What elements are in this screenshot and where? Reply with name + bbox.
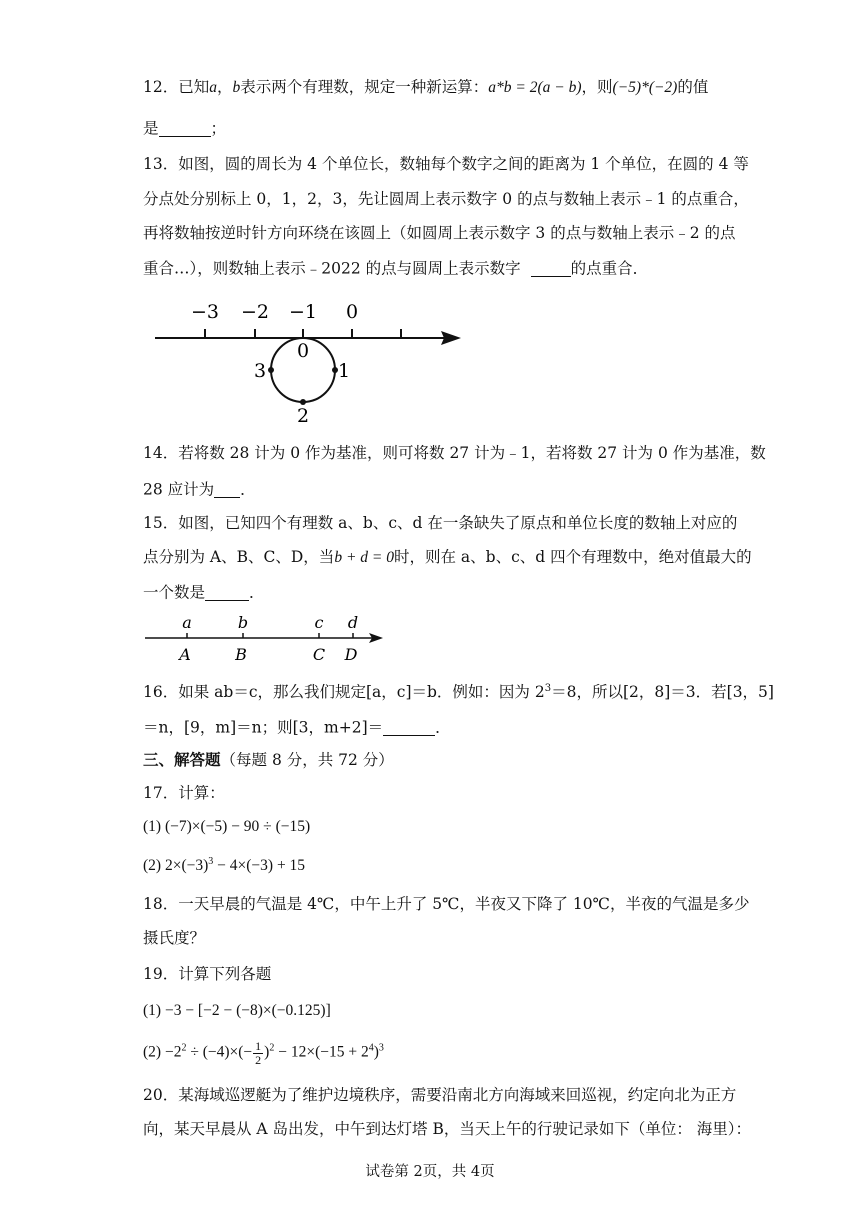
q19-exp-3: 4 (368, 1042, 374, 1054)
q17-title: 17．计算： (143, 784, 225, 802)
q12-formula: a*b = 2(a − b) (488, 79, 582, 96)
section-3-note: （每题 8 分，共 72 分） (220, 751, 394, 769)
q15-number-line-figure (143, 610, 388, 668)
q12-line1 (143, 80, 708, 96)
q19-part1: (1) −3 − [−2 − (−8)×(−0.125)] (143, 1002, 331, 1019)
q13-line3: 再将数轴按逆时针方向环绕在该圆上（如圆周上表示数字 3 的点与数轴上表示﹣2 的点 (143, 224, 736, 242)
q19-part2 (143, 1040, 384, 1066)
answer-blank-q12[interactable] (159, 120, 211, 137)
q19-exp-1: 2 (181, 1042, 187, 1054)
page-footer: 试卷第 2页，共 4页 (365, 1164, 495, 1180)
q19-exp-2: 2 (269, 1042, 275, 1054)
q15-text-2: 点分别为 A、B、C、D，当 (143, 548, 335, 566)
q12-text: 12．已知 (143, 78, 210, 96)
q19-fraction (253, 1040, 263, 1066)
axis-label-neg1: −1 (288, 301, 318, 323)
q16-text-2-end: ． (435, 718, 451, 737)
q12-text-2: 是 (143, 119, 159, 138)
q15-text-2-post: 时，则在 a、b、c、d 四个有理数中，绝对值最大的 (393, 548, 752, 566)
q19-part2-e: ) (373, 1043, 379, 1061)
q16-text-1-post: ＝8，所以[2，8]＝3．若[3，5] (551, 683, 774, 702)
q12-text-2-end: ； (210, 119, 227, 138)
q12-text-post: ，则 (581, 78, 613, 96)
q16-exponent: 3 (544, 683, 552, 694)
q17-part2-b: − 4×(−3) + 15 (213, 857, 306, 875)
q17-part1: (1) (−7)×(−5) − 90 ÷ (−15) (143, 818, 311, 835)
q12-comma: ， (216, 78, 233, 96)
q20-line1: 20．某海域巡逻艇为了维护边境秩序，需要沿南北方向海域来回巡视，约定向北为正方 (143, 1086, 737, 1104)
var-a: a (209, 79, 217, 96)
answer-blank-q14[interactable] (214, 481, 240, 498)
axis-label-neg2: −2 (240, 301, 270, 323)
q14-line1: 14．若将数 28 计为 0 作为基准，则可将数 27 计为﹣1，若将数 27 计为 0 作为基准，数 (143, 444, 766, 462)
q15-text-3: 一个数是 (143, 583, 206, 602)
answer-blank-q15[interactable] (205, 584, 249, 601)
point-label-b: b (237, 613, 249, 632)
q13-text-4-end: 的点重合． (570, 259, 649, 278)
point-label-a: a (182, 613, 192, 632)
q15-line1: 15．如图，已知四个有理数 a、b、c、d 在一条缺失了原点和单位长度的数轴上对应的 (143, 514, 738, 532)
q18-line1: 18．一天早晨的气温是 4℃，中午上升了 5℃，半夜又下降了 10℃，半夜的气温是多少 (143, 895, 750, 913)
axis-label-neg3: −3 (190, 301, 220, 323)
q19-title: 19．计算下列各题 (143, 965, 272, 983)
point-label-B: B (235, 645, 247, 664)
q12-line2 (143, 120, 226, 137)
q19-part2-b: ÷ (−4)×(− (186, 1043, 253, 1061)
point-label-c: c (314, 613, 324, 632)
q12-text-mid: 表示两个有理数，规定一种新运算： (240, 78, 489, 96)
q19-exp-4: 3 (378, 1042, 384, 1054)
q13-line2: 分点处分别标上 0，1，2，3，先让圆周上表示数字 0 的点与数轴上表示﹣1 的点重合， (143, 190, 749, 208)
q13-text-4: 重合…），则数轴上表示﹣2022 的点与圆周上表示数字 (143, 259, 521, 278)
q14-text-2-end: ． (240, 480, 256, 499)
q12-expression: (−5)*(−2) (612, 79, 678, 96)
q14-line2 (143, 481, 256, 498)
point-label-D: D (344, 645, 358, 664)
q12-text-end: 的值 (677, 78, 709, 96)
circle-label-3: 3 (253, 360, 267, 382)
q13-line4 (143, 260, 648, 277)
circle-label-1: 1 (337, 360, 351, 382)
q16-text-1: 16．如果 ab＝c，那么我们规定[a，c]＝b．例如：因为 2 (143, 683, 545, 702)
q19-part2-a: (2) −2 (143, 1043, 182, 1061)
axis-label-0: 0 (345, 301, 359, 323)
answer-blank-q16[interactable] (383, 719, 435, 736)
section-3-header (143, 752, 394, 769)
q17-part2 (143, 857, 305, 874)
q18-line2: 摄氏度？ (143, 929, 206, 947)
q19-part2-c: ) (264, 1043, 270, 1061)
q15-line2 (143, 550, 752, 566)
q15-line3 (143, 584, 265, 601)
q13-line1: 13．如图，圆的周长为 4 个单位长，数轴每个数字之间的距离为 1 个单位，在圆的 4 等 (143, 155, 749, 173)
section-3-title: 三、解答题 (143, 750, 221, 769)
q15-formula: b + d = 0 (334, 549, 394, 566)
q15-text-3-end: ． (249, 583, 265, 602)
q16-line2 (143, 719, 451, 736)
q20-line2: 向，某天早晨从 A 岛出发，中午到达灯塔 B，当天上午的行驶记录如下（单位： 海里）： (143, 1120, 752, 1138)
answer-blank-q13[interactable] (531, 260, 571, 277)
point-label-C: C (312, 645, 326, 664)
q16-text-2: ＝n，[9，m]＝n；则[3，m+2]＝ (143, 718, 384, 737)
circle-label-0: 0 (296, 340, 310, 362)
circle-label-2: 2 (296, 405, 310, 426)
q17-part2-exponent: 3 (208, 856, 214, 867)
q16-line1 (143, 684, 774, 701)
var-b: b (232, 79, 241, 96)
q17-part2-a: (2) 2×(−3) (143, 857, 209, 875)
q14-text-2: 28 应计为 (143, 480, 215, 499)
point-label-A: A (179, 645, 191, 664)
q19-part2-d: − 12×(−15 + 2 (274, 1043, 369, 1061)
fraction-numerator: 1 (255, 1039, 262, 1053)
fraction-denominator: 2 (255, 1052, 262, 1067)
point-label-d: d (347, 613, 359, 632)
q13-number-line-circle-figure (145, 296, 475, 426)
